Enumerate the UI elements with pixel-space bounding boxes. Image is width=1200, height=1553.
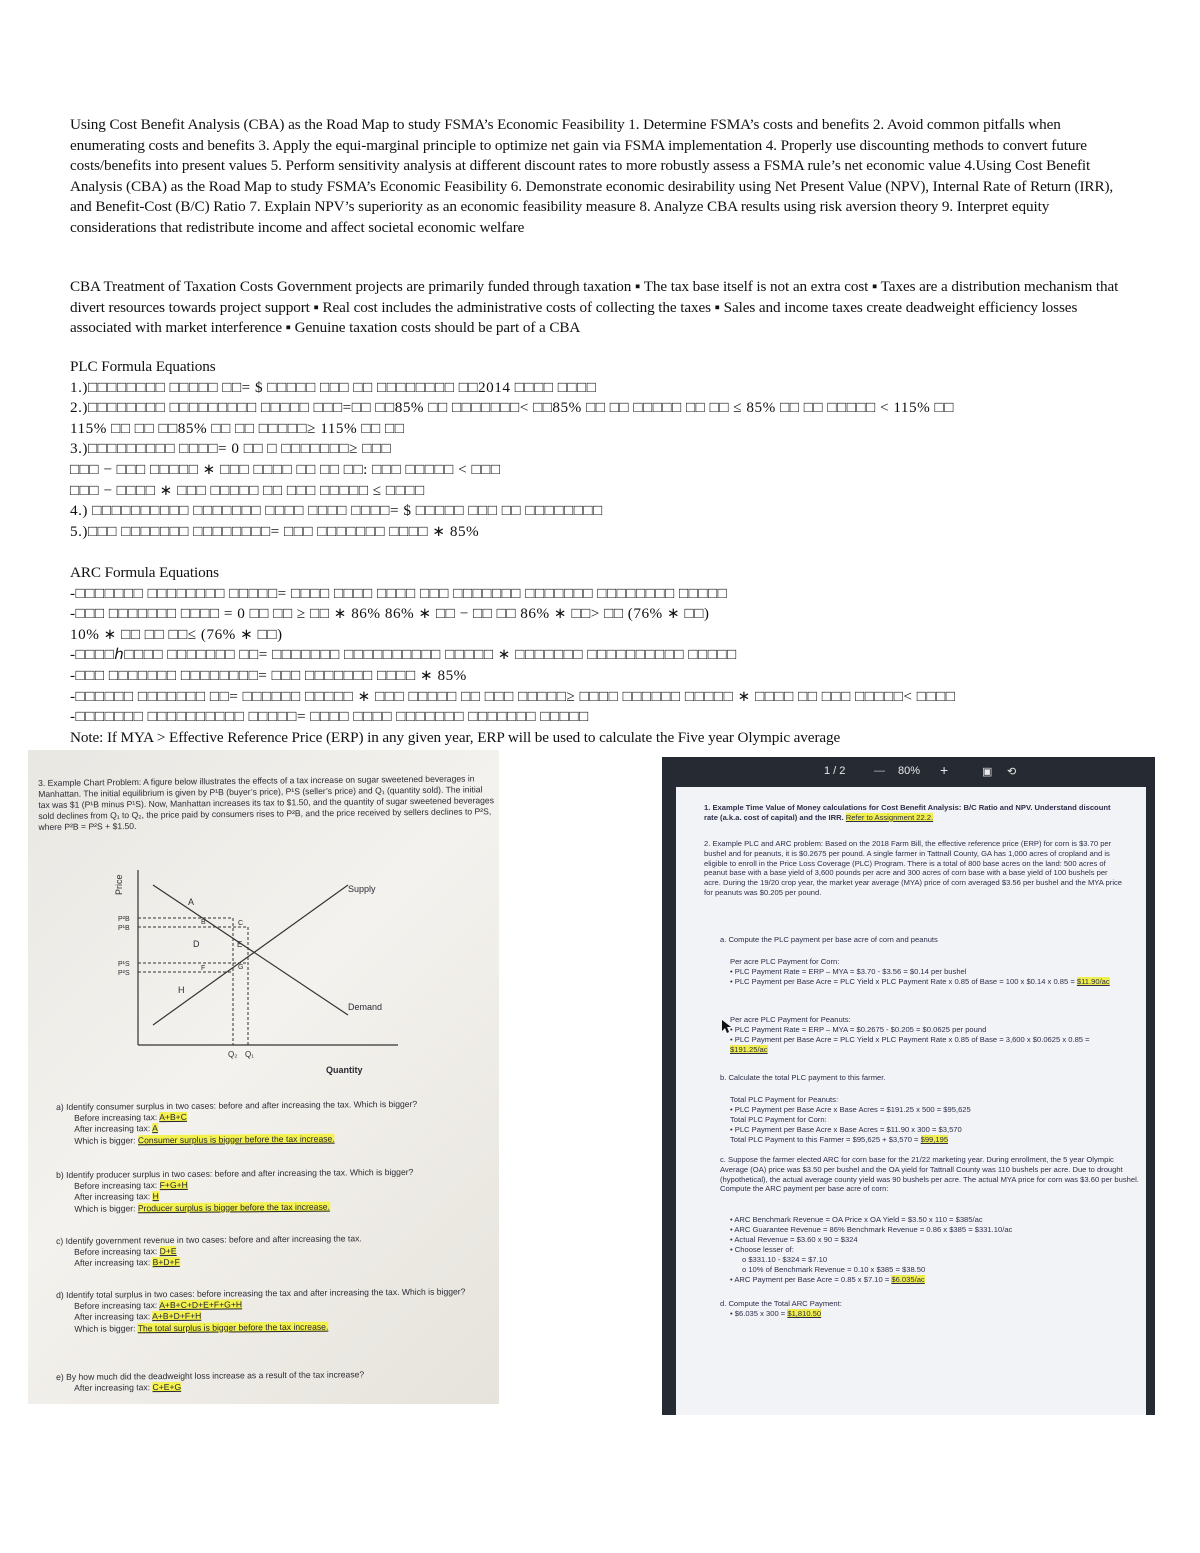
question-d-text: d) Identify total surplus in two cases: before increasing the tax and after increasing the tax. Which is bigger? xyxy=(56,1286,466,1300)
total-line-5-text: Total PLC Payment to this Farmer = $95,625 + $3,570 = xyxy=(730,1135,921,1144)
arc-line-1: -□□□□□□□ □□□□□□□□ □□□□□= □□□□ □□□□ □□□□ □□□ □□□□□□□ □□□□□□□ □□□□□□□□ □□□□□ xyxy=(70,584,728,602)
total-line-4: • PLC Payment per Base Acre x Base Acres = $11.90 x 300 = $3,570 xyxy=(730,1125,962,1134)
tick-p2s: P²S xyxy=(118,970,130,977)
question-c-text: c) Identify government revenue in two cases: before and after increasing the tax. xyxy=(56,1233,362,1246)
tick-q2: Q₂ xyxy=(228,1050,238,1059)
area-h: H xyxy=(178,985,185,995)
arc-heading: ARC Formula Equations xyxy=(70,564,219,581)
question-e-text: e) By how much did the deadweight loss increase as a result of the tax increase? xyxy=(56,1369,365,1382)
arc-formula-section xyxy=(70,563,1130,748)
question-e xyxy=(56,1368,496,1394)
zoom-out-button[interactable]: — xyxy=(874,765,885,777)
supply-curve xyxy=(153,885,348,1025)
total-line-3: Total PLC Payment for Corn: xyxy=(730,1115,827,1124)
plc-formula-section xyxy=(70,357,1130,542)
qd-label-1: Before increasing tax: xyxy=(74,1300,160,1312)
corn-heading: Per acre PLC Payment for Corn: xyxy=(730,957,840,966)
total-line-2: • PLC Payment per Base Acre x Base Acres = $191.25 x 500 = $95,625 xyxy=(730,1105,971,1114)
chart-problem-photo xyxy=(28,750,499,1404)
total-line-5 xyxy=(704,1135,1150,1145)
qa-answer-3: Consumer surplus is bigger before the tax increase. xyxy=(137,1133,335,1145)
qb-label-2: After increasing tax: xyxy=(74,1191,153,1203)
part-d: d. Compute the Total ARC Payment: xyxy=(720,1299,842,1308)
pdf-page xyxy=(676,787,1146,1415)
example-q1 xyxy=(704,803,1124,823)
plc-line-2: 2.)□□□□□□□□ □□□□□□□□□ □□□□□ □□□=□□ □□85% □□ □□□□□□□< □□85% □□ □□ □□□□□ □□ □□ ≤ 85% □□ □□ □□□□□ < 115% □□ xyxy=(70,399,954,417)
question-a-text: a) Identify consumer surplus in two cases: before and after increasing the tax. Which is bigger? xyxy=(56,1098,418,1112)
question-b xyxy=(56,1166,496,1215)
qd-label-3: Which is bigger: xyxy=(74,1322,138,1334)
fit-page-icon[interactable]: ▣ xyxy=(982,766,993,778)
area-c: C xyxy=(238,920,244,927)
part-b: b. Calculate the total PLC payment to this farmer. xyxy=(720,1073,886,1082)
qd-answer-1: A+B+C+D+E+F+G+H xyxy=(159,1299,243,1311)
part-a: a. Compute the PLC payment per base acre of corn and peanuts xyxy=(720,935,938,944)
arc-calc-6: o 10% of Benchmark Revenue = 0.10 x $385 = $38.50 xyxy=(742,1265,926,1274)
y-axis-label: Price xyxy=(114,874,124,895)
supply-demand-chart xyxy=(108,865,408,1080)
qa-label-2: After increasing tax: xyxy=(74,1123,153,1135)
arc-line-5: -□□□ □□□□□□□ □□□□□□□□= □□□ □□□□□□□ □□□□ ∗ 85% xyxy=(70,666,467,684)
qc-answer-1: D+E xyxy=(159,1246,177,1257)
qa-label-1: Before increasing tax: xyxy=(74,1112,160,1124)
peanut-line-2-text: • PLC Payment per Base Acre = PLC Yield x PLC Payment Rate x 0.85 of Base = 3,600 x $0.0625 x 0.85 = xyxy=(730,1035,1090,1044)
supply-label: Supply xyxy=(348,884,376,894)
arc-calc-3: • Actual Revenue = $3.60 x 90 = $324 xyxy=(730,1235,858,1244)
qd-label-2: After increasing tax: xyxy=(74,1311,153,1323)
qb-label-1: Before increasing tax: xyxy=(74,1180,160,1192)
qa-answer-2: A xyxy=(152,1123,158,1134)
tick-p2b: P²B xyxy=(118,916,130,923)
arc-line-4: -□□□□ℎ□□□□ □□□□□□□ □□= □□□□□□□ □□□□□□□□□□ □□□□□ ∗ □□□□□□□ □□□□□□□□□□ □□□□□ xyxy=(70,646,737,664)
part-d-calc xyxy=(704,1309,1150,1319)
total-line-1: Total PLC Payment for Peanuts: xyxy=(730,1095,839,1104)
plc-line-6: □□□ − □□□□ ∗ □□□ □□□□□ □□ □□□ □□□□□ ≤ □□□□ xyxy=(70,481,425,499)
area-a: A xyxy=(188,897,195,907)
area-e: E xyxy=(237,940,243,949)
tick-q1: Q₁ xyxy=(245,1050,254,1059)
x-axis-label: Quantity xyxy=(326,1065,363,1075)
qd-answer-2: A+B+D+F+H xyxy=(152,1311,202,1322)
q1-text: 1. Example Time Value of Money calculations for Cost Benefit Analysis: B/C Ratio and NPV. Understand discount rate (a.k.a. cost of capital) and the IRR. xyxy=(704,803,1111,822)
area-b: B xyxy=(201,919,206,926)
arc-note: Note: If MYA > Effective Reference Price (ERP) in any given year, ERP will be used to calculate the Five year Olympic average xyxy=(70,728,841,746)
total-answer: $99,195 xyxy=(920,1135,949,1144)
arc-calc-7-text: • ARC Payment per Base Acre = 0.85 x $7.10 = xyxy=(730,1275,892,1284)
question-b-text: b) Identify producer surplus in two cases: before and after increasing the tax. Which is bigger? xyxy=(56,1166,414,1180)
plc-line-8: 5.)□□□ □□□□□□□ □□□□□□□□= □□□ □□□□□□□ □□□□ ∗ 85% xyxy=(70,522,480,540)
corn-line-2 xyxy=(704,977,1110,987)
arc-calc-7 xyxy=(704,1275,1150,1285)
qd-answer-3: The total surplus is bigger before the tax increase. xyxy=(137,1321,329,1333)
plc-line-1: 1.)□□□□□□□□ □□□□□ □□= $ □□□□□ □□□ □□ □□□□□□□□ □□2014 □□□□ □□□□ xyxy=(70,378,597,396)
question-a xyxy=(56,1098,496,1147)
area-f: F xyxy=(201,965,206,972)
intro-paragraph: Using Cost Benefit Analysis (CBA) as the Road Map to study FSMA’s Economic Feasibility 1. Determine FSMA’s costs and benefits 2. Avoid common pitfalls when enumerating costs and benefits 3. Apply the equi-marginal principle to optimize net gain via FSMA implementation 4. Properly use discounting methods to convert future costs/benefits into present values 5. Perform sensitivity analysis at different discount rates to more robustly assess a FSMA rule’s net economic value 4.Using Cost Benefit Analysis (CBA) as the Road Map to study FSMA’s Economic Feasibility 6. Demonstrate economic desirability using Net Present Value (NPV), Internal Rate of Return (IRR), and Benefit-Cost (B/C) Ratio 7. Explain NPV’s superiority as an economic feasibility measure 8. Analyze CBA results using risk aversion theory 9. Interpret equity considerations that redistribute income and affect societal economic welfare xyxy=(70,116,1114,236)
qe-answer-1: C+E+G xyxy=(152,1382,182,1393)
zoom-level: 80% xyxy=(898,765,921,777)
viewer-toolbar xyxy=(662,757,1155,787)
pdf-viewer-photo xyxy=(662,757,1155,1415)
demand-curve xyxy=(153,885,348,1015)
plc-line-5: □□□ − □□□ □□□□□ ∗ □□□ □□□□ □□ □□ □□: □□□ □□□□□ < □□□ xyxy=(70,460,501,478)
arc-calc-1: • ARC Benchmark Revenue = OA Price x OA Yield = $3.50 x 110 = $385/ac xyxy=(730,1215,983,1224)
page-indicator: 1 / 2 xyxy=(824,765,846,777)
peanut-line-2 xyxy=(704,1035,1110,1055)
arc-line-2: -□□□ □□□□□□□ □□□□ = 0 □□ □□ ≥ □□ ∗ 86% 86% ∗ □□ − □□ □□ 86% ∗ □□> □□ (76% ∗ □□) xyxy=(70,605,710,623)
peanut-line-1: • PLC Payment Rate = ERP – MYA = $0.2675 - $0.205 = $0.0625 per pound xyxy=(730,1025,987,1034)
arc-line-7: -□□□□□□□ □□□□□□□□□□ □□□□□= □□□□ □□□□ □□□□□□□ □□□□□□□ □□□□□ xyxy=(70,708,589,726)
plc-heading: PLC Formula Equations xyxy=(70,358,216,375)
q1-link[interactable]: Refer to Assignment 22.2. xyxy=(845,812,934,822)
qb-answer-2: H xyxy=(152,1191,159,1202)
tick-p1b: P¹B xyxy=(118,925,130,932)
part-d-answer: $1,810.50 xyxy=(787,1309,822,1318)
part-d-text: • $6.035 x 300 = xyxy=(730,1309,788,1318)
qa-label-3: Which is bigger: xyxy=(74,1134,138,1146)
area-g: G xyxy=(238,964,244,971)
part-c: c. Suppose the farmer elected ARC for corn base for the 21/22 marketing year. During enrollment, the 5 year Olympic Average (OA) price was $3.50 per bushel and the OA yield for Tattnall County was 110 bushels per acre. Due to drought (hypothetical), the actual average county yield was 90 bushels per acre. The actual MYA price for corn was $3.60 per bushel. Compute the ARC payment per base acre of corn: xyxy=(720,1155,1139,1194)
zoom-in-button[interactable]: + xyxy=(940,762,949,778)
question-c xyxy=(56,1232,496,1269)
taxation-paragraph: CBA Treatment of Taxation Costs Government projects are primarily funded through taxation ▪ The tax base itself is not an extra cost ▪ Taxes are a distribution mechanism that divert resources towards project support ▪ Real cost includes the administrative costs of collecting the taxes ▪ Sales and income taxes create deadweight efficiency losses associated with market interference ▪ Genuine taxation costs should be part of a CBA xyxy=(70,278,1119,337)
chart-problem-intro: 3. Example Chart Problem: A figure below illustrates the effects of a tax increase on sugar sweetened beverages in Manhattan. The initial equilibrium is given by P¹B (buyer’s price), P¹S (seller’s price) and Q₁ (quantity sold). The initial tax was $1 (P¹B minus P¹S). Now, Manhattan increases its tax to $1.50, and the quantity of sugar sweetened beverages sold declines from Q₁ to Q₂, the price paid by consumers rises to P²B, and the price received by sellers declines to P²S, where P²B = P²S + $1.50. xyxy=(38,773,495,832)
corn-line-2-text: • PLC Payment per Base Acre = PLC Yield x PLC Payment Rate x 0.85 of Base = 100 x $0.14 x 0.85 = xyxy=(730,977,1077,986)
plc-line-7: 4.) □□□□□□□□□□ □□□□□□□ □□□□ □□□□ □□□□= $ □□□□□ □□□ □□ □□□□□□□□ xyxy=(70,502,603,520)
arc-line-6: -□□□□□□ □□□□□□□ □□= □□□□□□ □□□□□ ∗ □□□ □□□□□ □□ □□□ □□□□□≥ □□□□ □□□□□□ □□□□□ ∗ □□□□ □□ □□□ □□□□□< □□□□ xyxy=(70,687,956,705)
qe-label-1: After increasing tax: xyxy=(74,1382,153,1394)
plc-line-3: 115% □□ □□ □□85% □□ □□ □□□□□≥ 115% □□ □□ xyxy=(70,419,405,437)
qc-label-1: Before increasing tax: xyxy=(74,1246,160,1258)
corn-line-1: • PLC Payment Rate = ERP – MYA = $3.70 - $3.56 = $0.14 per bushel xyxy=(730,967,967,976)
example-q2: 2. Example PLC and ARC problem: Based on the 2018 Farm Bill, the effective reference price (ERP) for corn is $3.70 per bushel and for peanuts, it is $0.2675 per pound. A single farmer in Tattnall County, GA has 1,000 acres of cropland and is eligible to enroll in the Price Loss Coverage (PLC) Program. There is a total of 800 base acres on the land: 500 acres of peanut base with a base yield of 3,600 pounds per acre and 300 acres of corn base with a base yield of 100 bushels per acre. During the 19/20 crop year, the market year average (MYA) price of corn averaged $3.56 per bushel and the MYA price for peanuts was $0.205 per pound. xyxy=(704,839,1123,897)
arc-calc-5: o $331.10 - $324 = $7.10 xyxy=(742,1255,828,1264)
qc-answer-2: B+D+F xyxy=(152,1257,180,1268)
qb-answer-3: Producer surplus is bigger before the tax increase. xyxy=(137,1201,330,1213)
plc-line-4: 3.)□□□□□□□□□ □□□□= 0 □□ □ □□□□□□□≥ □□□ xyxy=(70,440,392,458)
area-d: D xyxy=(193,939,200,949)
qc-label-2: After increasing tax: xyxy=(74,1257,153,1269)
qb-label-3: Which is bigger: xyxy=(74,1202,138,1214)
question-d xyxy=(56,1286,496,1335)
rotate-icon[interactable]: ⟲ xyxy=(1007,766,1017,778)
peanut-answer: $191.25/ac xyxy=(730,1044,768,1054)
qb-answer-1: F+G+H xyxy=(159,1180,188,1191)
qa-answer-1: A+B+C xyxy=(159,1112,187,1123)
arc-answer: $6.035/ac xyxy=(891,1275,925,1284)
arc-calc-4: • Choose lesser of: xyxy=(730,1245,794,1254)
peanut-heading: Per acre PLC Payment for Peanuts: xyxy=(730,1015,851,1024)
demand-label: Demand xyxy=(348,1002,383,1012)
tick-p1s: P¹S xyxy=(118,961,130,968)
corn-answer: $11.90/ac xyxy=(1076,977,1110,986)
arc-line-3: 10% ∗ □□ □□ □□≤ (76% ∗ □□) xyxy=(70,625,283,643)
arc-calc-2: • ARC Guarantee Revenue = 86% Benchmark Revenue = 0.86 x $385 = $331.10/ac xyxy=(730,1225,1013,1234)
mouse-cursor-icon xyxy=(722,1020,732,1034)
